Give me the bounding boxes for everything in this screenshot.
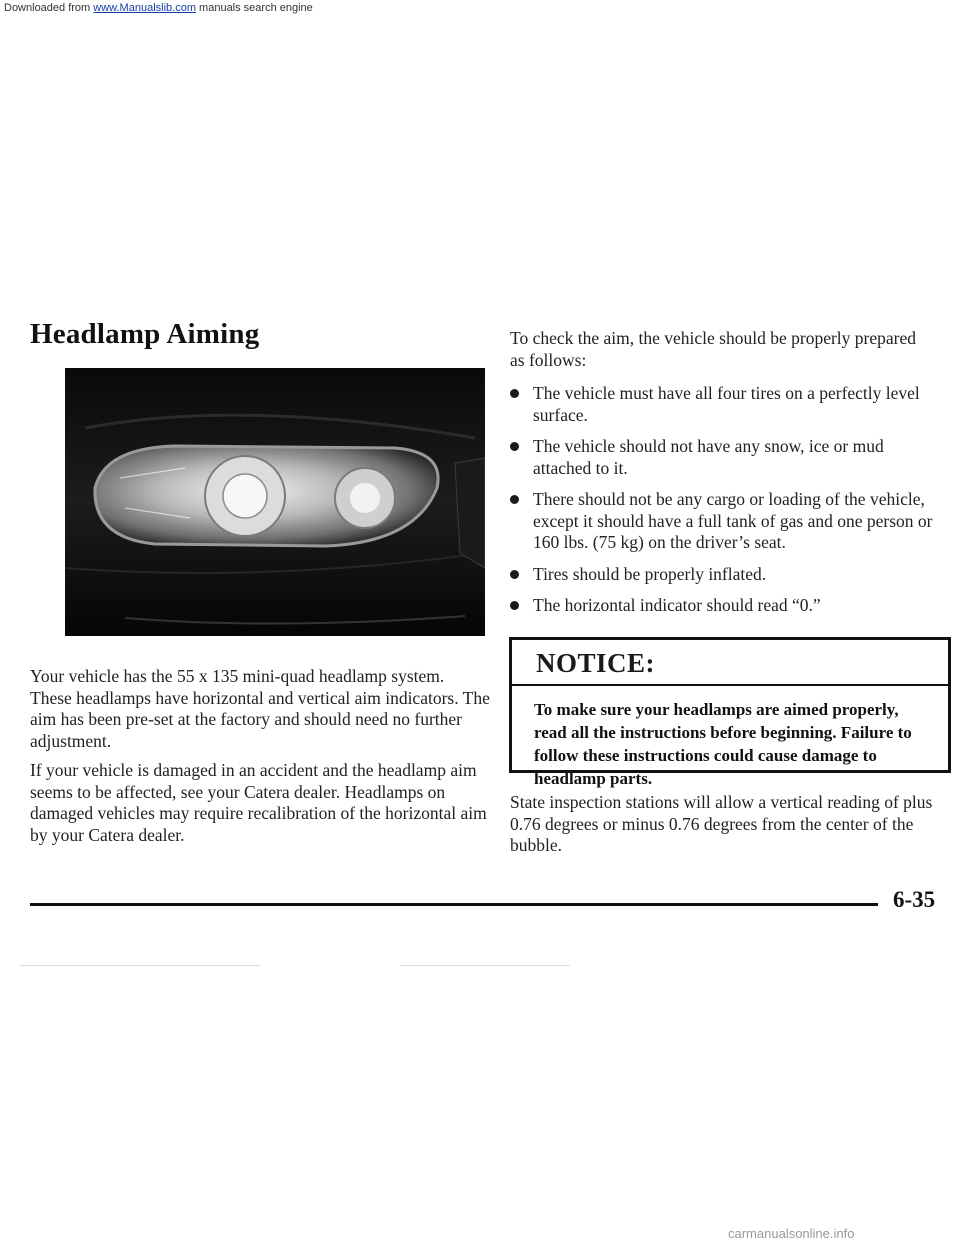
scan-artifact — [400, 965, 570, 966]
page-number: 6-35 — [893, 887, 936, 912]
preparation-list — [510, 383, 940, 627]
download-credit-suffix: manuals search engine — [199, 2, 313, 14]
footer-watermark: carmanualsonline.info — [728, 1226, 855, 1241]
list-item: The horizontal indicator should read “0.” — [510, 595, 940, 617]
list-item: Tires should be properly inflated. — [510, 564, 940, 586]
bullet-icon — [510, 495, 519, 504]
download-credit-prefix: Downloaded from — [4, 2, 91, 14]
scan-artifact — [20, 965, 260, 966]
list-item: The vehicle must have all four tires on a perfectly level surface. — [510, 383, 940, 426]
notice-box — [509, 637, 951, 788]
bullet-icon — [510, 389, 519, 398]
list-item: The vehicle should not have any snow, ice or mud attached to it. — [510, 436, 940, 479]
page-title: Headlamp Aiming — [30, 318, 260, 350]
state-inspection-paragraph: State inspection stations will allow a vertical reading of plus 0.76 degrees or minus 0.76 degrees from the center of the bubble. — [510, 792, 933, 855]
bullet-icon — [510, 601, 519, 610]
footer-rule — [30, 903, 878, 906]
list-item: There should not be any cargo or loading of the vehicle, except it should have a full tank of gas and one person or 160 lbs. (75 kg) on the driver’s seat. — [510, 489, 940, 554]
download-credit — [4, 2, 313, 14]
headlamp-photo — [65, 368, 485, 636]
bullet-icon — [510, 442, 519, 451]
bullet-icon — [510, 570, 519, 579]
notice-body: To make sure your headlamps are aimed properly, read all the instructions before beginning. Failure to follow these instructions could cause damage to headlamp parts. — [534, 700, 912, 788]
damage-paragraph: If your vehicle is damaged in an accident and the headlamp aim seems to be affected, see your Catera dealer. Headlamps on damaged vehicles may require recalibration of the horizontal aim by your Catera dealer. — [30, 760, 487, 845]
intro-paragraph: Your vehicle has the 55 x 135 mini-quad headlamp system. These headlamps have horizontal and vertical aim indicators. The aim has been pre-set at the factory and should need no further adjustment. — [30, 666, 490, 751]
manualslib-link[interactable]: www.Manualslib.com — [93, 2, 196, 14]
notice-heading: NOTICE: — [512, 640, 948, 686]
aim-check-intro: To check the aim, the vehicle should be properly prepared as follows: — [510, 328, 916, 370]
